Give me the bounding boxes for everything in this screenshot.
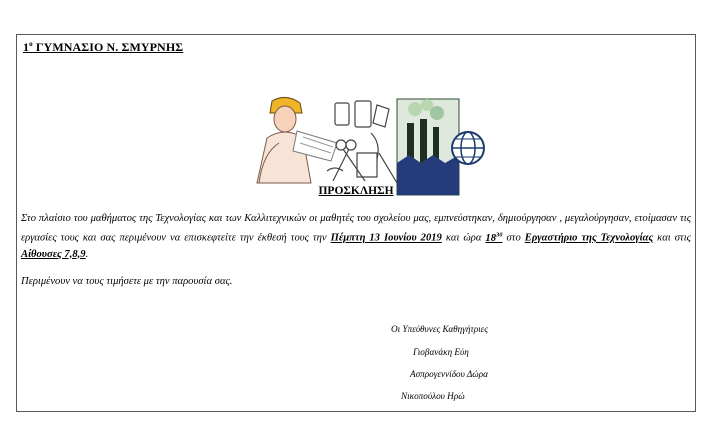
factory-globe-icon (397, 99, 484, 195)
signature-name: Ασπρογεννίδου Δώρα (410, 369, 488, 379)
invitation-title: ΠΡΟΣΚΛΗΣΗ (318, 185, 394, 197)
event-date: Πέμπτη 13 Ιουνίου 2019 (330, 232, 442, 244)
closing-line: Περιμένουν να τους τιμήσετε με την παρουσία σας. (21, 276, 233, 287)
body-text: Στο πλαίσιο του μαθήματος της Τεχνολογίας και των Καλλιτεχνικών οι μαθητές του σχολείου μας, εμπνεύστηκαν, δημιούργησαν , μεγαλούργησαν, ετοίμασαν τις εργασίες τους και σας περιμένουν να επισκεφτείτε την έκθεσή τους την (21, 213, 691, 244)
engineer-figure-icon (257, 97, 337, 183)
invitation-body: Στο πλαίσιο του μαθήματος της Τεχνολογίας και των Καλλιτεχνικών οι μαθητές του σχολείου μας, εμπνεύστηκαν, δημιούργησαν , μεγαλούργησαν, ετοίμασαν τις εργασίες τους και σας περιμένουν να επισκεφτείτε την έκθεσή τους την Πέμπτη 13 Ιουνίου 2019 και ώρα $18^{30}$ στο Εργαστήριο της Τεχνολογίας και στις Αίθουσες 7,8,9. (21, 213, 691, 260)
document-frame (16, 34, 696, 412)
school-name: $1^o$ ΓΥΜΝΑΣΙΟ Ν. ΣΜΥΡΝΗΣ (23, 40, 184, 54)
tools-icon (327, 101, 397, 183)
signature-heading: Οι Υπεύθυνες Καθηγήτριες (391, 324, 489, 334)
event-time: $18^{30}$ (485, 231, 503, 244)
event-rooms: Αίθουσες 7,8,9 (21, 248, 86, 260)
event-location: Εργαστήριο της Τεχνολογίας (524, 232, 654, 244)
signature-name: Γιοβανάκη Εύη (413, 347, 469, 357)
signature-name: Νικοπούλου Ηρώ (401, 391, 465, 401)
